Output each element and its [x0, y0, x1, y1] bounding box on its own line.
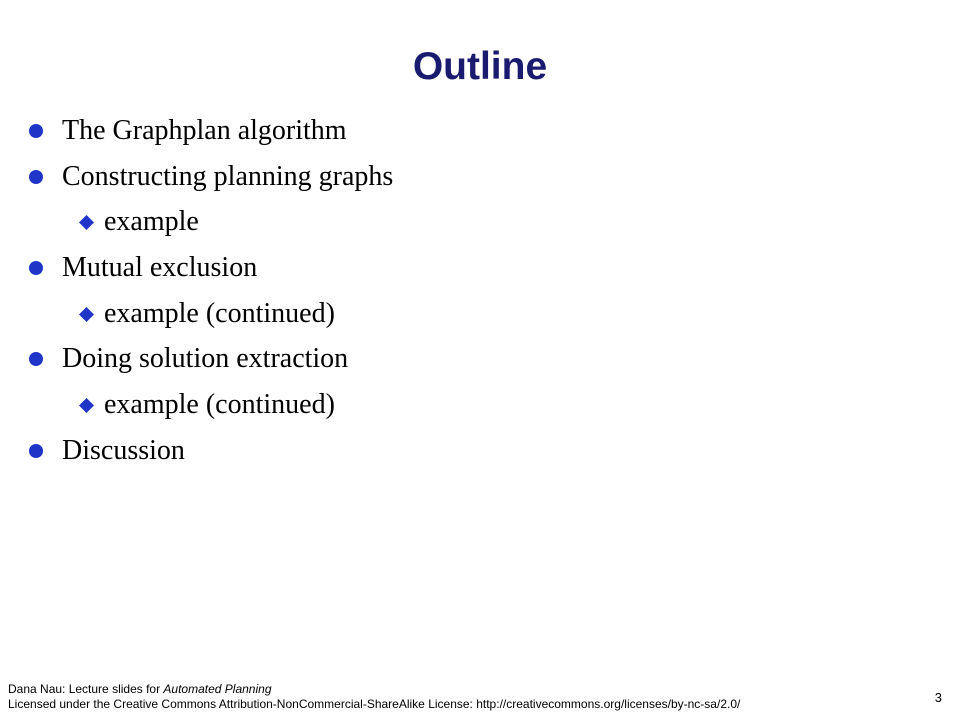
bullet-text: Constructing planning graphs [62, 160, 394, 192]
bullet-item [0, 428, 900, 474]
sub-bullet-text: example [104, 206, 199, 238]
bullet-item [0, 245, 900, 291]
footer-license-line: Licensed under the Creative Commons Attribution-NonCommercial-ShareAlike License: http://creativecommons.org/licenses/by-nc-sa/2.0/ [8, 697, 741, 711]
bullet-text: The Graphplan algorithm [62, 115, 347, 146]
bullet-text: Mutual exclusion [62, 252, 258, 284]
round-bullet-icon [29, 352, 43, 366]
bullet-text: Doing solution extraction [62, 343, 349, 375]
footer-credit-text: Dana Nau: Lecture slides for [8, 682, 164, 696]
slide-title: Outline [412, 45, 548, 88]
sub-bullet-item [0, 199, 900, 245]
footer-credit-line [8, 682, 740, 697]
sub-bullet-text: example (continued) [104, 389, 335, 421]
round-bullet-icon [29, 170, 43, 184]
round-bullet-icon [29, 124, 43, 138]
sub-bullet-text: example (continued) [104, 297, 335, 329]
sub-bullet-item [0, 291, 900, 337]
bullet-item [0, 154, 900, 200]
round-bullet-icon [29, 261, 43, 275]
diamond-bullet-icon [79, 398, 94, 413]
round-bullet-icon [29, 444, 43, 458]
page-number: 3 [934, 690, 942, 705]
bullet-item [0, 336, 900, 382]
slide-footer [8, 682, 740, 712]
footer-book-title: Automated Planning [163, 682, 272, 696]
diamond-bullet-icon [79, 307, 94, 322]
bullet-list [0, 108, 900, 474]
bullet-item [0, 108, 900, 154]
diamond-bullet-icon [79, 215, 94, 230]
sub-bullet-item [0, 382, 900, 428]
bullet-text: Discussion [62, 434, 185, 466]
